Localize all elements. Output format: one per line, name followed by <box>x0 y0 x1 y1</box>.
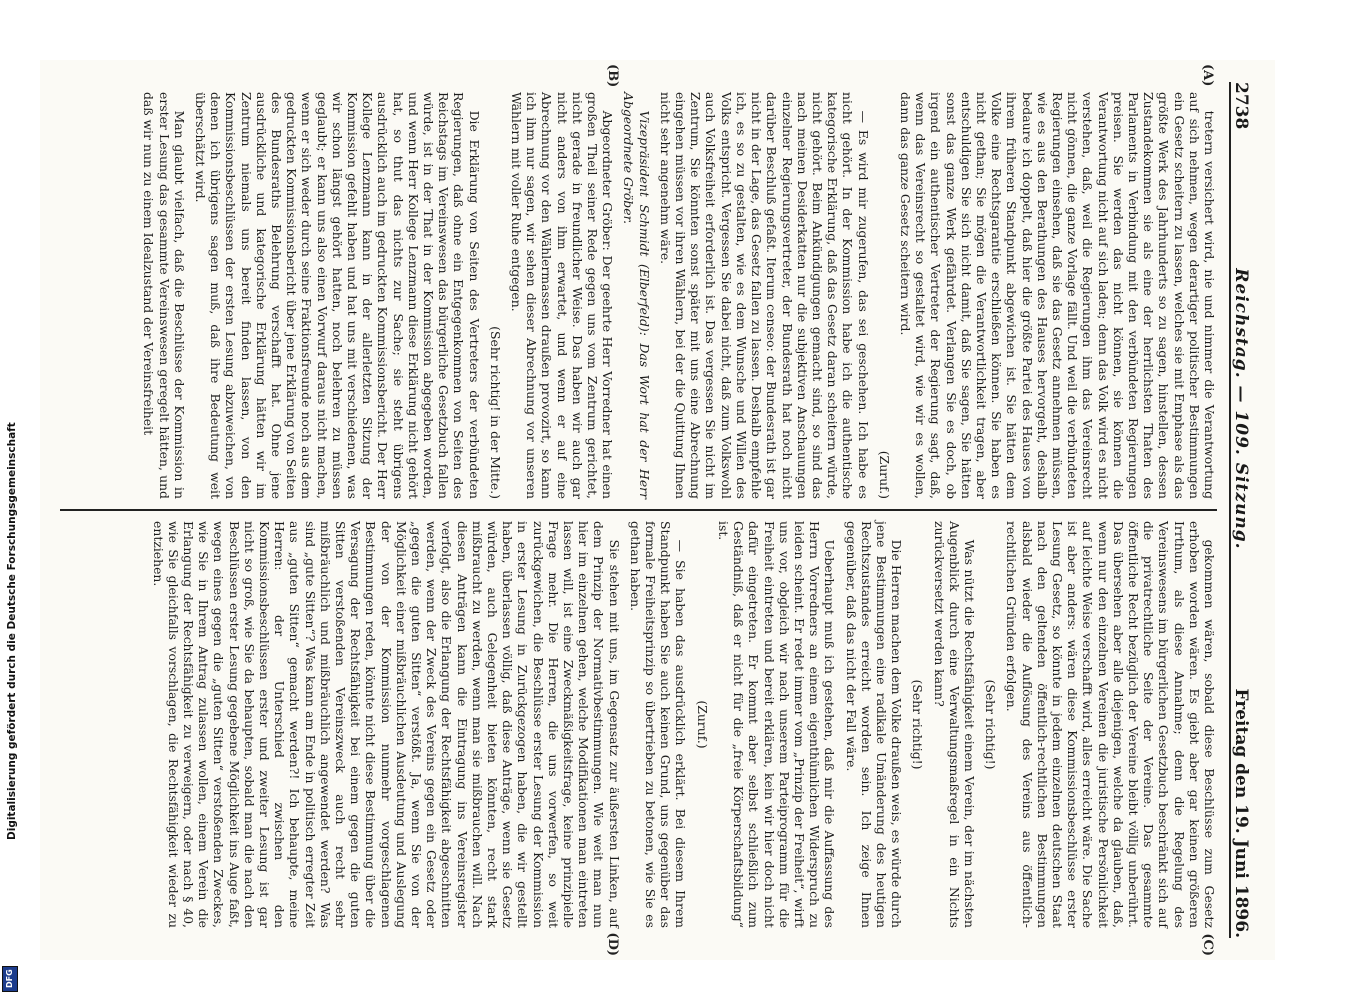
margin-marker-d: (D) <box>605 932 620 956</box>
text-columns <box>60 82 1217 938</box>
page-title: Reichstag. — 109. Sitzung. <box>1231 268 1251 550</box>
left-column <box>60 82 1217 509</box>
right-column <box>60 511 1217 938</box>
document-viewport <box>40 60 1275 960</box>
digitization-credit <box>6 150 20 850</box>
paragraph: — Es wird mir zugerufen, das sei geschehen. Ich habe es nicht gehört. In der Kommission habe ich die authentische kategorische Erklärung, daß das Gesetz daran scheitern würde, nicht gehört. Beim Ankündigungen gemacht sind, so sind das nach meinen Desiderkatten nur die subjektiven Anschauungen einzelner Regierungsvertreter, der Bundesrath hat noch nicht darüber Beschluß gefaßt. Iterum censeo: der Bundesrath ist gar nicht in der Lage, das Gesetz fallen zu lassen. Deshalb empfehle ich, es so zu gestalten, wie es dem Wunsche und Willen des Volks entspricht. Vergessen Sie dabei nicht, daß zum Volkswohl auch Volksfreiheit erforderlich ist. Das vergessen Sie nicht im Zentrum, Sie könnten sonst später mit uns eine Abrechnung eingehen müssen vor ihren Wählern, bei der die Quittung Ihnen nicht sehr angenehm wäre. <box>657 92 871 499</box>
session-date: Freitag den 19. Juni 1896. <box>1231 688 1251 938</box>
margin-marker-b: (B) <box>605 64 620 88</box>
interjection: (Zuruf.) <box>694 700 710 749</box>
digitization-credit-text: Digitalisierung gefördert durch die Deutsche Forschungsgemeinschaft <box>6 422 18 840</box>
paragraph: Abgeordneter Gröber: Der geehrte Herr Vorredner hat einen großen Theil seiner Rede gegen uns vom Zentrum gerichtet, nicht gerade in freundlicher Weise. Das haben wir auch gar nicht anders von ihm erwartet, und wenn er auf eine Abrechnung vor den Wählermassen draußen provozirt, so kann ich ihm nur sagen, wir sehen dieser Abrechnung vor unseren Wählern mit voller Ruhe entgegen. <box>509 92 616 499</box>
speaker-paragraph: Vizepräsident Schmidt (Elberfeld): Das Wort hat der Herr Abgeordnete Gröber. <box>621 92 652 499</box>
paragraph: Sie stehen mit uns, im Gegensatz zur äußersten Linken, auf dem Prinzip der Normativbestimmungen. Wie weit man nun hier im einzelnen gehen, welche Modifikationen man eintreten lassen will, ist eine Zweckmäßigkeitsfrage, keine prinzipielle Frage mehr. Die Herren, die uns vorwerfen, so weit zurückgewichen, die Beschlüsse erster Lesung der Kommission in erster Lesung in Zurückgezogen haben, die wir gestellt haben, überlassen völlig, daß diese Anträge, wenn sie Gesetz würden, auch Gelegenheit bieten könnten, recht stark mißbraucht zu werden, wenn man sie mißbrauchen will. Nach diesen Anträgen kann die Eintragung ins Vereinsregister verfolgt, also die Erlangung der Rechtsfähigkeit abgeschnitten werden, wenn der Zweck des Vereins gegen ein Gesetz oder „gegen die guten Sitten“ verstößt. Ja, wenn Sie von der Möglichkeit einer mißbräuchlichen Ausdeutung und Auslegung der von der Kommission nunmehr vorgeschlagenen Bestimmungen reden, könnte nicht diese Bestimmung über die Versagung der Rechtsfähigkeit bei einem gegen die guten Sitten verstoßenden Vereinszweck auch recht sehr mißbräuchlich und mißbräuchlich angewendet werden? Was sind „gute Sitten“? Was kann am Ende in politisch erregter Zeit aus „guten Sitten“ gemacht werden?! Ich behaupte, meine Herren: der Unterschied zwischen den Kommissionsbeschlüssen erster und zweiter Lesung ist gar nicht so groß, wie Sie da behaupten, sobald man die nach den Beschlüssen erster Lesung gegebene Möglichkeit ins Auge faßt, wegen eines gegen die „guten Sitten“ verstoßenden Zweckes, wie Sie in Ihrem Antrag zulassen wollen, einem Verein die Erlangung der Rechtsfähigkeit zu verweigern, oder nach § 40, wie Sie gleichfalls vorschlagen, die Rechtsfähigkeit wieder zu entziehen. <box>150 521 622 928</box>
paragraph: Was nützt die Rechtsfähigkeit einem Verein, der im nächsten Augenblick durch eine Verwaltungsmaßregel in ein Nichts zurückversetzt werden kann? <box>931 521 977 928</box>
dfg-logo <box>2 966 18 992</box>
paragraph: — Sie haben das ausdrücklich erklärt. Bei diesem Ihrem Standpunkt haben Sie auch keinen Grund, uns gegenüber das formale Freiheitsprinzip so übertrieben zu betonen, wie Sie es gethan haben. <box>627 521 689 928</box>
paragraph: gekommen wären, sobald diese Beschlüsse zum Gesetz erhoben worden wären. Es giebt aber gar keinen größeren Irrthum, als diese Annahme; denn die Regelung des Vereinswesens im bürgerlichen Gesetzbuch beschränkt sich auf die privatrechtliche Seite der Vereine. Das gesammte öffentliche Recht bezüglich der Vereine bleibt völlig unberührt. Das übersehen aber alle diejenigen, welche da glauben, daß, wenn nur den einzelnen Vereinen die juristische Persönlichkeit auf leichte Weise verschafft wird, alles erreicht wäre. Die Sache ist aber anders: wären diese Kommissionsbeschlüsse erster Lesung Gesetz, so könnte in jedem einzelnen deutschen Staat nach den geltenden öffentlich-rechtlichen Bestimmungen alsbald wieder die Auflösung des Vereins aus öffentlich-rechtlichen Gründen erfolgen. <box>1004 521 1217 928</box>
newspaper-page <box>40 60 1275 960</box>
margin-marker-a: (A) <box>1200 64 1215 87</box>
interjection: (Sehr richtig! in der Mitte.) <box>487 326 503 499</box>
margin-marker-c: (C) <box>1200 933 1215 956</box>
page-header <box>1229 82 1257 938</box>
page-number: 2738 <box>1231 82 1251 130</box>
paragraph: Die Erklärung von Seiten des Vertreters der verbündeten Regierungen, daß ohne ein Entgegenkommen von Seiten des Reichstags im Vereinswesen das bürgerliche Gesetzbuch fallen würde, ist in der That in der Kommission abgegeben worden, und wenn Herr Kollege Lenzmann diese Erklärung nicht gehört hat, so thut das nichts zur Sache; sie steht übrigens ausdrücklich auch im gedruckten Kommissionsbericht. Der Herr Kollege Lenzmann kann in der allerletzten Sitzung der Kommission gefehlt haben und hat uns mit verschiedenen, was wir schon längst gehört hatten, noch belehren zu müssen geglaubt; er kann uns also einen Vorwurf daraus nicht machen, wenn er sich weder durch seine Fraktionsfreunde noch aus dem gedruckten Kommissionsbericht über jene Erklärung von Seiten des Bundesraths Belehrung verschafft hat. Ohne jene ausdrückliche und kategorische Erklärung hätten wir im Zentrum niemals uns bereit finden lassen, von den Kommissionsbeschlüssen der ersten Lesung abzuweichen, von denen ich übrigens sagen muß, daß ihre Bedeutung weit überschätzt wird. <box>193 92 482 499</box>
paragraph: Die Herren machen dem Volke draußen weis, es würde durch jene Bestimmungen eine radikale Umänderung des heutigen Rechtszustandes erreicht worden sein. Ich zeige Ihnen gegenüber, daß das nicht der Fall wäre. <box>843 521 905 928</box>
paragraph: Ueberhaupt muß ich gestehen, daß mir die Auffassung des Herrn Vorredners an einem eigenthümlichen Widerspruch zu leiden scheint. Er redet immer vom „Prinzip der Freiheit“, wirft uns vor, obgleich wir nach unserem Parteiprogramm für die Freiheit eintreten und bereit erklären, kein wir hier doch nicht dafür eingetreten. Er kommt aber selbst schließlich zum Geständniß, daß er nicht für die „freie Körperschaftsbildung“ ist. <box>715 521 838 928</box>
interjection: (Zuruf.) <box>876 450 892 499</box>
interjection: (Sehr richtig!) <box>983 679 999 770</box>
paragraph: tretern versichert wird, nie und nimmer die Verantwortung auf sich nehmen, wegen derartiger politischer Bestimmungen ein Gesetz scheitern zu lassen, welches sie mit Emphase als das größte Werk des Jahrhunderts so zu sagen, hinstellen, dessen Zustandekommen sie als eine der herrlichsten Thaten des Parlaments in Verbindung mit den verbündeten Regierungen preisen. Sie werden das nicht können, sie können die Verantwortung nicht auf sich laden; denn das Volk wird es nicht verstehen, daß, weil die Regierungen ihm das Vereinsrecht nicht gönnen, die ganze Vorlage fällt. Und weil die verbündeten Regierungen einsehen, daß sie das Gesetz annehmen müssen, wie es aus den Berathungen des Hauses hervorgeht, deshalb bedaure ich doppelt, daß hier die größte Partei des Hauses von ihrem früheren Standpunkt abgewichen ist. Sie hätten dem Volke eine Rechtsgarantie erschließen können. Sie haben es nicht gethan; Sie mögen die Verantwortlichkeit tragen, aber entschuldigen Sie sich nicht damit, daß Sie sagen, Sie hätten sonst das ganze Werk gefährdet. Verlangen Sie es doch, ob irgend ein authentischer Vertreter der Regierung sagt, daß, wenn das Vereinsrecht so gestaltet wird, wie wir es wollen, dann das ganze Gesetz scheitern wird. <box>897 92 1217 499</box>
dfg-logo-text: DFG <box>5 969 14 988</box>
interjection: (Sehr richtig!) <box>910 679 926 770</box>
paragraph: Man glaubt vielfach, daß die Beschlüsse der Kommission in erster Lesung das gesammte Vereinswesen geregelt hätten, und daß wir nun zu einem Idealzustand der Vereinsfreiheit <box>141 92 187 499</box>
